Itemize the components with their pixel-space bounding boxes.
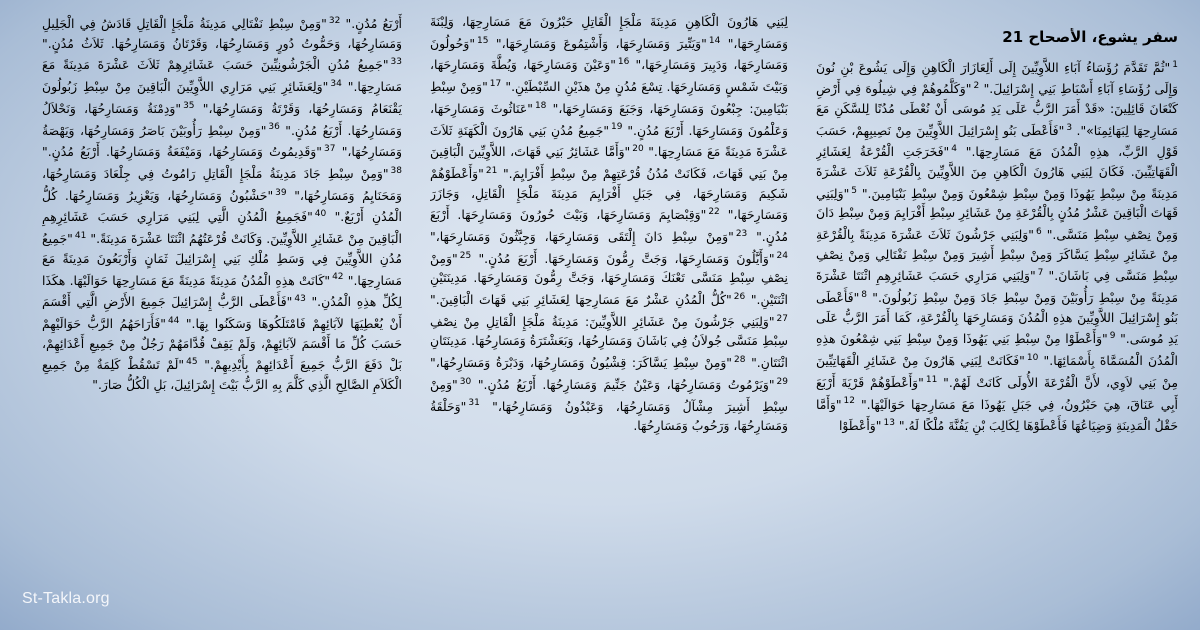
verse [471,251,788,266]
verse-number: 7 [1037,268,1044,279]
verse-number: 33 [390,57,402,68]
verse-number: 38 [390,165,402,176]
verse-number: 19 [611,122,623,133]
text-column-right [816,28,1178,628]
verse-text: لِبَنِي هَارُونَ الْكَاهِنِ مَدِينَةَ مَلْجَإِ الْقَاتِلِ حَبْرُونَ مَعَ مَسَارِحِهَا، وَلِبْنَةَ وَمَسَارِحَهَا،" [430,14,788,51]
verse-number: 1 [1172,59,1178,70]
verse-number: 26 [733,291,746,302]
verse-number: 31 [468,398,480,409]
verse-text: "جَمِيعُ مُدُنِ الْجَرْشُونِيِّينَ حَسَبَ عَشَائِرِهِمْ ثَلاَثَ عَشْرَةَ مَدِينَةً مَعَ مَسَارِحِهَا." [42,57,402,95]
verse-text: "كَانَتْ هذِهِ الْمُدُنُ مَدِينَةً مَدِينَةً مَعَ مَسَارِحِهَا حَوَالَيْهَا. هكَذَا لِكُلِّ هذِهِ الْمُدُنِ." [42,272,402,310]
verse-number: 2 [973,81,980,92]
verse-number: 39 [275,187,287,198]
verse-text: "وَمِنْ سِبْطِ أَشِيرَ مِشْآلُ وَمَسَارِحُهَا، وَعَبْدُونُ وَمَسَارِحُهَا،" [430,376,788,414]
verse-text: "وَقَدِيمُوتُ وَمَسَارِحُهَا، وَمَيْفَعَةُ وَمَسَارِحُهَا. أَرْبَعُ مُدُنٍ." [42,144,322,160]
verse-number: 4 [951,144,957,155]
verse-number: 11 [925,374,938,385]
verse-number: 36 [268,122,280,133]
verse-number: 13 [883,418,895,429]
verse-text: "كُلُّ الْمُدُنِ عَشْرٌ مَعَ مَسَارِحِهَا لِعَشَائِرِ بَنِي قَهَاتَ الْبَاقِينَ." [430,292,732,308]
verse-number: 37 [323,144,336,155]
verse-text: "وَعَيْنَ وَمَسَارِحَهَا، وَيُطَّةَ وَمَسَارِحَهَا، وَبَيْتَ شَمْسٍ وَمَسَارِحَهَا. تِسْعَ مُدُنٍ مِنْ هذَيْنِ السِّبْطَيْنِ." [430,57,788,95]
verse-text: "عَنَاثُوثَ وَمَسَارِحَهَا، وَعَلْمُونَ وَمَسَارِحَهَا. أَرْبَعَ مُدُنٍ." [430,100,788,138]
verse-number: 29 [776,376,788,387]
verse-number: 44 [167,315,180,326]
verse-number: 32 [328,16,341,26]
verse-number: 20 [632,144,644,155]
verse-text: "فَكَانَتْ لِبَنِي هَارُونَ مِنْ عَشَائِرِ الْقَهَاتِيِّينَ مِنْ بَنِي لاَوِي، لأَنَّ الْقُرْعَةَ الأُولَى كَانَتْ لَهُمْ." [816,353,1178,390]
verse [839,418,895,433]
verse-number: 35 [183,100,195,111]
verse [430,229,747,244]
verse-number: 25 [459,250,472,261]
verse-text: "فَأَعْطَى الرَّبُّ إِسْرَائِيلَ جَمِيعَ الأَرْضِ الَّتِي أَقْسَمَ أَنْ يُعْطِيَهَا لآبَائِهِمْ فَامْتَلَكُوهَا وَسَكَنُوا بِهَا." [42,294,402,331]
verse-text: "فَأَعْطَى بَنُو إِسْرَائِيلَ اللاَّوِيِّينَ هذِهِ الْمُدُنَ وَمَسَارِحَهَا بِالْقُرْعَةِ، كَمَا أَمَرَ الرَّبُّ عَلَى يَدِ مُوسَى." [816,290,1178,347]
verse-text: "فَأَعْطَى بَنُو إِسْرَائِيلَ اللاَّوِيِّينَ مِنْ نَصِيبِهِمْ، حَسَبَ قَوْلِ الرَّبِّ، هذِهِ الْمُدُنَ مَعَ مَسَارِحِهَا." [816,122,1178,160]
verse [430,355,745,370]
verse [471,377,788,392]
verse [488,36,720,51]
verse-text: "وَيَتِّيرَ وَمَسَارِحَهَا، وَأَشْتِمُوعَ وَمَسَارِحَهَا،" [488,35,707,51]
verse-number: 40 [314,209,327,220]
verse-text: "وَكَلَّمُوهُمْ فِي شِيلُوهَ فِي أَرْضِ كَنْعَانَ قَائِلِينَ: «قَدْ أَمَرَ الرَّبُّ عَلَى يَدِ مُوسَى أَنْ نُعْطَى مُدُنًا لِلسَّكَنِ مَعَ مَسَارِحِهَا لِبَهَائِمِنَا»". [816,81,1178,138]
verse-text: "وَمِنْ سِبْطِ رَأُوبَيْنَ بَاصَرُ وَمَسَارِحُهَا، وَيَهْصَةُ وَمَسَارِحُهَا،" [42,122,402,160]
verse-text: "وَدِمْنَةُ وَمَسَارِحُهَا، وَنَحْلاَلُ وَمَسَارِحُهَا. أَرْبَعُ مُدُنٍ." [42,100,402,138]
verse-number: 9 [1109,331,1116,342]
verse-text: "وَأَعْطَوْا [838,418,882,434]
verse-number: 21 [485,165,498,176]
verse-number: 12 [843,396,855,407]
verse-text: "وَمِنْ سِبْطِ يَسَّاكَرَ: قِشْيُونُ وَمَسَارِحُهَا، وَدَبْرَةُ وَمَسَارِحُهَا،" [430,355,733,371]
verse-list [430,12,788,436]
verse-number: 43 [294,294,306,305]
verse-number: 17 [489,79,502,90]
verse-number: 16 [617,57,630,68]
verse-number: 41 [74,231,87,242]
verse-text: "جَمِيعُ مُدُنِ بَنِي هَارُونَ الْكَهَنَةِ ثَلاَثَ عَشْرَةَ مَدِينَةً مَعَ مَسَارِحِهَا." [430,122,788,160]
verse-number: 23 [735,228,748,239]
chapter-title: سفر يشوع، الأصحاح 21 [1002,28,1178,46]
verse-text: "وَمِنْ سِبْطِ دَانَ إِلْتَقَى وَمَسَارِحَهَا، وَجِبَّثُونَ وَمَسَارِحَهَا،" [430,229,734,245]
verse-list [816,56,1178,436]
verse-number: 5 [851,185,857,196]
verse-text: "وَقِبْصَايِمَ وَمَسَارِحَهَا، وَبَيْتَ حُورُونَ وَمَسَارِحَهَا. أَرْبَعَ مُدُنٍ." [430,207,788,245]
verse-text: "فَخَرَجَتِ الْقُرْعَةُ لِعَشَائِرِ الْقَهَاتِيِّينَ. فَكَانَ لِبَنِي هَارُونَ الْكَاهِنِ مِنَ اللاَّوِيِّينَ بِالْقُرْعَةِ ثَلاَثَ عَشْرَةَ مَدِينَةً مِنْ سِبْطِ يَهُوذَا وَمِنْ سِبْطِ شِمْعُونَ وَمِنْ سِبْطِ بَنْيَامِينَ." [816,144,1178,201]
verse [340,16,402,31]
verse-number: 6 [1035,226,1042,237]
verse-text: "وَأَعْطَوْا مِنْ سِبْطِ بَنِي يَهُوذَا وَمِنْ سِبْطِ بَنِي شِمْعُونَ هذِهِ الْمُدُنَ الْمُسَمَّاةَ بِأَسْمَائِهَا." [816,331,1178,369]
verse-number: 24 [776,250,788,261]
verse-text: "وَلِعَشَائِرِ بَنِي مَرَارِي اللاَّوِيِّينَ الْبَاقِينَ مِنْ سِبْطِ زَبُولُونَ يَقْنَعَامُ وَمَسَارِحُهَا، وَقَرْتَةُ وَمَسَارِحُهَا،" [42,79,402,116]
verse [42,144,335,159]
verse-text: "وَيَرْمُوتُ وَمَسَارِحُهَا، وَعَيْنُ جَنِّيمَ وَمَسَارِحُهَا. أَرْبَعُ مُدُنٍ." [471,376,775,392]
verse-text: "حَشْبُونُ وَمَسَارِحُهَا، وَيَعْزِيرُ وَمَسَارِحُهَا. كُلُّ الْمُدُنِ أَرْبَعٌ." [42,187,402,225]
verse-number: 10 [1026,353,1039,364]
verse [430,292,745,307]
verse-text: "وَأَعْطَوْهُمْ قَرْيَةَ أَرْبَعَ أَبِي عَنَاقَ، هِيَ حَبْرُونُ، فِي جَبَلِ يَهُوذَا مَعَ مَسَارِحِهَا حَوَالَيْهَا." [816,374,1178,412]
verse-text: "وَمِنْ نِصْفِ سِبْطِ مَنَسَّى تَعْنَكَ وَمَسَارِحَهَا، وَجَتَّ رِمُّونَ وَمَسَارِحَهَا. مَدِينَتَيْنِ اثْنَتَيْنِ." [430,250,788,308]
verse-text: "وَأَمَّا عَشَائِرُ بَنِي قَهَاتَ، اللاَّوِيِّينَ الْبَاقِينَ مِنْ بَنِي قَهَاتَ، فَكَانَتْ مُدُنُ قُرْعَتِهِمْ مِنْ سِبْطِ أَفْرَايِمَ." [430,144,788,182]
verse-number: 27 [776,313,788,324]
verse-number: 30 [459,376,472,387]
verse-text: "وَحُولُونَ وَمَسَارِحَهَا، وَدَبِيرَ وَمَسَارِحَهَا،" [430,35,788,73]
verse-text: "وَلِبَنِي جَرْشُونَ مِنْ عَشَائِرِ اللاَّوِيِّينَ: مَدِينَةُ مَلْجَإِ الْقَاتِلِ مِنْ نِصْفِ سِبْطِ مَنَسَّى جُولاَنُ فِي بَاشَانَ وَمَسَارِحُهَا، وَبَعَشْتَرَةُ وَمَسَارِحُهَا. مَدِينَتَانِ اثْنَتَانِ." [430,313,788,371]
verse-text: "جَمِيعُ مُدُنِ اللاَّوِيِّينَ فِي وَسَطِ مُلْكِ بَنِي إِسْرَائِيلَ ثَمَانٍ وَأَرْبَعُونَ مَدِينَةً مَعَ مَسَارِحِهَا." [42,231,402,288]
verse-number: 45 [186,357,198,368]
verse-text: "ثُمَّ تَقَدَّمَ رُؤَسَاءُ آبَاءِ اللاَّوِيِّينَ إِلَى أَلِعَازَارَ الْكَاهِنِ وَإِلَى يَشُوعَ بْنِ نُونَ وَإِلَى رُؤَسَاءِ آبَاءِ أَسْبَاطِ بَنِي إِسْرَائِيلَ." [816,59,1178,97]
verse-text: "لَمْ تَسْقُطْ كَلِمَةٌ مِنْ جَمِيعِ الْكَلاَمِ الصَّالِحِ الَّذِي كَلَّمَ بِهِ الرَّبُّ بَيْتَ إِسْرَائِيلَ، بَلِ الْكُلُّ صَارَ." [42,357,402,392]
verse-number: 8 [861,290,868,300]
verse-number: 22 [708,207,720,218]
site-watermark: St-Takla.org [22,590,110,607]
verse-text: "وَلِبَنِي جَرْشُونَ ثَلاَثَ عَشْرَةَ مَدِينَةً بِالْقُرْعَةِ مِنْ عَشَائِرِ سِبْطِ يَسَّاكَرَ وَمِنْ سِبْطِ أَشِيرَ وَمِنْ سِبْطِ نَفْتَالِي وَمِنْ نِصْفِ سِبْطِ مَنَسَّى فِي بَاشَانَ." [816,227,1178,284]
verse-number: 3 [1066,122,1073,133]
verse-list [42,12,402,394]
verse-text: "وَمِنْ سِبْطِ جَادَ مَدِينَةُ مَلْجَإِ الْقَاتِلِ رَامُوتُ فِي جِلْعَادَ وَمَسَارِحُهَا، وَمَحَنَايِمُ وَمَسَارِحُهَا،" [42,166,402,203]
verse-number: 18 [534,100,547,111]
verse-text: "وَأَيَّلُونَ وَمَسَارِحَهَا، وَجَتَّ رِمُّونَ وَمَسَارِحَهَا. أَرْبَعَ مُدُنٍ." [471,250,775,266]
verse-text: "وَمِنْ سِبْطِ نَفْتَالِي مَدِينَةُ مَلْجَإِ الْقَاتِلِ قَادَشُ فِي الْجَلِيلِ وَمَسَارِحُهَا، وَحَمُّوتُ دُورٍ وَمَسَارِحُهَا، وَقَرْتَانُ وَمَسَارِحُهَا. ثَلاَثُ مُدُنٍ." [42,16,402,51]
verse-text: "وَلِبَنِي قَهَاتَ الْبَاقِينَ عَشْرُ مُدُنٍ بِالْقُرْعَةِ مِنْ عَشَائِرِ سِبْطِ أَفْرَايِمَ وَمِنْ سِبْطِ دَانَ وَمِنْ نِصْفِ سِبْطِ مَنَسَّى." [816,185,1178,243]
verse-number: 34 [330,79,342,90]
verse-text: "وَحَلْقَةُ وَمَسَارِحُهَا، وَرَحُوبُ وَمَسَارِحُهَا. [430,398,788,434]
verse-number: 14 [708,35,721,46]
verse-number: 15 [477,35,489,46]
verse-number: 28 [734,355,746,365]
verse-text: "وَأَعْطَوْهُمْ شَكِيمَ وَمَسَارِحَهَا، فِي جَبَلِ أَفْرَايِمَ مَدِينَةَ مَلْجَإِ الْقَاتِلِ، وَجَازَرَ وَمَسَارِحَهَا،" [430,166,788,223]
verse-text: "فَجَمِيعُ الْمُدُنِ الَّتِي لِبَنِي مَرَارِي حَسَبَ عَشَائِرِهِمِ الْبَاقِينَ مِنْ عَشَائِرِ اللاَّوِيِّينَ. وَكَانَتْ قُرْعَتُهُمُ اثْنَتَا عَشْرَةَ مَدِينَةً." [42,209,402,247]
verse-text: "فَأَرَاحَهُمُ الرَّبُّ حَوَالَيْهِمْ حَسَبَ كُلِّ مَا أَقْسَمَ لآبَائِهِمْ، وَلَمْ يَقِفْ قُدَّامَهُمْ رَجُلٌ مِنْ جَمِيعِ أَعْدَائِهِمْ، بَلْ دَفَعَ الرَّبُّ جَمِيعَ أَعْدَائِهِمْ بِأَيْدِيهِمْ." [42,315,402,373]
verse-number: 42 [332,272,344,283]
verse-text: "وَأَمَّا حَقْلُ الْمَدِينَةِ وَضِيَاعُهَا فَأَعْطَوْهَا لِكَالِبَ بْنِ يَفُنَّةَ مُلْكًا لَهُ." [816,396,1178,434]
verse-text: أَرْبَعُ مُدُنٍ." [340,16,402,32]
verse-text: "وَلِبَنِي مَرَارِي حَسَبَ عَشَائِرِهِمِ اثْنَتَا عَشْرَةَ مَدِينَةً مِنْ سِبْطِ رَأُوبَيْنَ وَمِنْ سِبْطِ جَادَ وَمِنْ سِبْطِ زَبُولُونَ." [816,268,1178,306]
verse-text: "وَمِنْ سِبْطِ بَنْيَامِينَ: جِبْعُونَ وَمَسَارِحَهَا، وَجَبَعَ وَمَسَارِحَهَا،" [430,79,788,116]
text-column-left [42,12,402,612]
text-column-middle [430,12,788,612]
